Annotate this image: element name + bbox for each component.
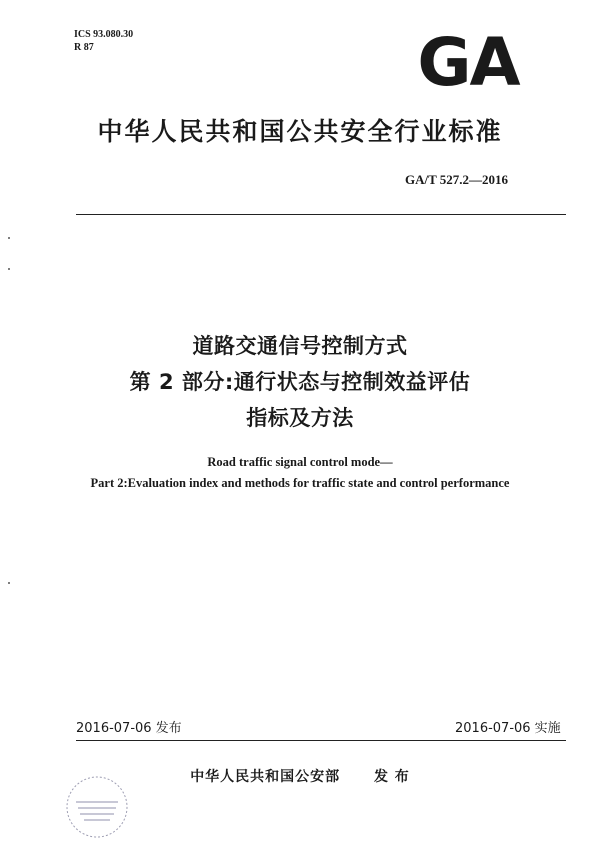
ics-code: ICS 93.080.30 bbox=[74, 29, 134, 40]
standard-number: GA/T 527.2—2016 bbox=[405, 172, 509, 187]
title-zh-line3: 指标及方法 bbox=[246, 406, 354, 430]
title-zh-line2: 第 2 部分:通行状态与控制效益评估 bbox=[129, 370, 471, 394]
publish-action: 发 布 bbox=[373, 769, 410, 785]
top-divider bbox=[76, 214, 566, 215]
standard-category-title: 中华人民共和国公共安全行业标准 bbox=[97, 117, 503, 146]
scan-speck bbox=[8, 268, 10, 270]
watermark-stamp bbox=[62, 772, 132, 842]
classification-codes bbox=[74, 28, 133, 54]
ccs-code: R 87 bbox=[74, 42, 94, 53]
title-en-line2: Part 2:Evaluation index and methods for traffic state and control performance bbox=[90, 476, 510, 490]
scan-speck bbox=[8, 237, 10, 239]
ga-logo bbox=[405, 30, 531, 90]
ga-logo-text: GA bbox=[417, 30, 519, 90]
title-zh-line1: 道路交通信号控制方式 bbox=[192, 334, 408, 358]
issue-date: 2016-07-06 发布 bbox=[76, 721, 182, 736]
scan-speck bbox=[8, 582, 10, 584]
bottom-divider bbox=[76, 740, 566, 741]
title-en-line1: Road traffic signal control mode— bbox=[207, 455, 393, 469]
publisher-name: 中华人民共和国公安部 bbox=[190, 769, 341, 785]
implementation-date: 2016-07-06 实施 bbox=[455, 721, 561, 736]
